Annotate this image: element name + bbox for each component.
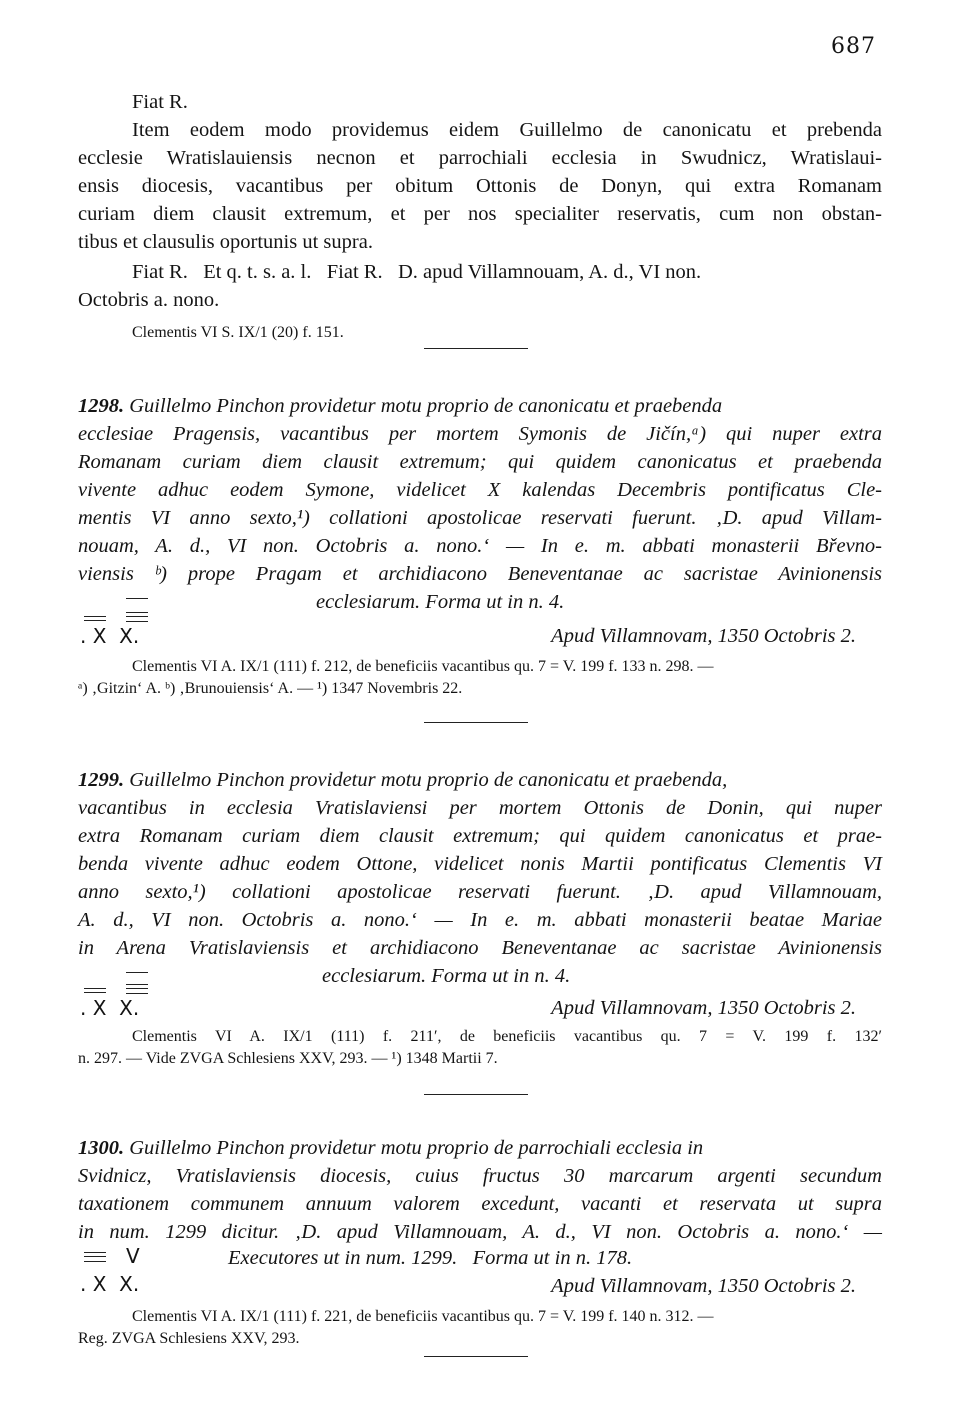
note-line: Reg. ZVGA Schlesiens XXV, 293. bbox=[78, 1330, 300, 1347]
abbreviation-mark bbox=[84, 616, 106, 621]
entry-line: A. d., VI non. Octobris a. nono.‘ — In e. m. abbati monasterii beatae Mariae bbox=[78, 909, 882, 931]
entry-line: ecclesiarum. Forma ut in n. 4. bbox=[316, 591, 565, 613]
entry-line: Romanam curiam diem clausit extremum; qui quidem canonicatus et praebenda bbox=[78, 451, 882, 473]
intro-line: Fiat R. bbox=[132, 91, 188, 113]
entry-line: mentis VI anno sexto,¹) collationi apostolicae reservati fuerunt. ‚D. apud Villam- bbox=[78, 507, 882, 529]
abbreviation-mark bbox=[126, 972, 148, 973]
note-line: Clementis VI A. IX/1 (111) f. 211′, de beneficiis vacantibus qu. 7 = V. 199 f. 132′ bbox=[132, 1028, 882, 1045]
intro-line: ensis diocesis, vacantibus per obitum Ottonis de Donyn, qui extra Romanam bbox=[78, 175, 882, 197]
abbreviation-mark bbox=[84, 1252, 106, 1262]
intro-line: tibus et clausulis oportunis ut supra. bbox=[78, 231, 373, 253]
entry-line: benda vivente adhuc eodem Ottone, videlicet nonis Martii pontificatus Clementis VI bbox=[78, 853, 882, 875]
dated-line: Apud Villamnovam, 1350 Octobris 2. bbox=[551, 997, 856, 1019]
abbreviation-mark bbox=[126, 612, 148, 622]
entry-line: in num. 1299 dicitur. ‚D. apud Villamnouam, A. d., VI non. Octobris a. nono.‘ — bbox=[78, 1221, 882, 1243]
dated-line: Apud Villamnovam, 1350 Octobris 2. bbox=[551, 1275, 856, 1297]
entry-1298-first-line: 1298. Guillelmo Pinchon providetur motu proprio de canonicatu et praebenda bbox=[78, 395, 723, 417]
roman-signature: . X X. bbox=[80, 624, 140, 648]
note-line: Clementis VI A. IX/1 (111) f. 212, de beneficiis vacantibus qu. 7 = V. 199 f. 133 n. 298. — bbox=[132, 658, 714, 675]
section-divider bbox=[424, 348, 528, 349]
executores-line: Executores ut in num. 1299. Forma ut in n. 178. bbox=[228, 1247, 633, 1269]
entry-number: 1298. bbox=[78, 395, 125, 417]
section-divider bbox=[424, 1094, 528, 1095]
abbreviation-mark bbox=[126, 984, 148, 994]
note-line: Clementis VI A. IX/1 (111) f. 221, de beneficiis vacantibus qu. 7 = V. 199 f. 140 n. 312. — bbox=[132, 1308, 714, 1325]
roman-signature-v: V bbox=[126, 1244, 140, 1268]
entry-line: ecclesiae Pragensis, vacantibus per mortem Symonis de Jičín,ᵃ) qui nuper extra bbox=[78, 423, 882, 445]
intro-line: Fiat R. Et q. t. s. a. l. Fiat R. D. apud Villamnouam, A. d., VI non. bbox=[132, 261, 702, 283]
entry-1300-first-line: 1300. Guillelmo Pinchon providetur motu proprio de parrochiali ecclesia in bbox=[78, 1137, 704, 1159]
page-number: 687 bbox=[831, 34, 876, 59]
intro-line: Item eodem modo providemus eidem Guillelmo de canonicatu et prebenda bbox=[132, 119, 882, 141]
entry-1299-first-line: 1299. Guillelmo Pinchon providetur motu proprio de canonicatu et praebenda, bbox=[78, 769, 728, 791]
entry-number: 1300. bbox=[78, 1137, 125, 1159]
abbreviation-mark bbox=[84, 988, 106, 993]
note-line: ᵃ) ‚Gitzin‘ A. ᵇ) ‚Brunouiensis‘ A. — ¹) 1347 Novembris 22. bbox=[78, 680, 463, 697]
entry-line: vacantibus in ecclesia Vratislaviensi per mortem Ottonis de Donin, qui nuper bbox=[78, 797, 882, 819]
intro-line: ecclesie Wratislauiensis necnon et parrochiali ecclesia in Swudnicz, Wratislaui- bbox=[78, 147, 882, 169]
roman-signature: . X X. bbox=[80, 996, 140, 1020]
entry-line: extra Romanam curiam diem clausit extremum; qui quidem canonicatus et prae- bbox=[78, 825, 882, 847]
dated-line: Apud Villamnovam, 1350 Octobris 2. bbox=[551, 625, 856, 647]
entry-line: Svidnicz, Vratislaviensis diocesis, cuius fructus 30 marcarum argenti secundum bbox=[78, 1165, 882, 1187]
entry-line: in Arena Vratislaviensis et archidiacono Beneventanae ac sacristae Avinionensis bbox=[78, 937, 882, 959]
section-divider bbox=[424, 722, 528, 723]
intro-line: Octobris a. nono. bbox=[78, 289, 220, 311]
entry-line: viensis ᵇ) prope Pragam et archidiacono Beneventanae ac sacristae Avinionensis bbox=[78, 563, 882, 585]
entry-number: 1299. bbox=[78, 769, 125, 791]
note-line: n. 297. — Vide ZVGA Schlesiens XXV, 293. — ¹) 1348 Martii 7. bbox=[78, 1050, 498, 1067]
section-divider bbox=[424, 1356, 528, 1357]
intro-line: curiam diem clausit extremum, et per nos specialiter reservatis, cum non obstan- bbox=[78, 203, 882, 225]
entry-line: ecclesiarum. Forma ut in n. 4. bbox=[322, 965, 571, 987]
entry-line: vivente adhuc eodem Symone, videlicet X kalendas Decembris pontificatus Cle- bbox=[78, 479, 882, 501]
abbreviation-mark bbox=[126, 598, 148, 599]
entry-line: nouam, A. d., VI non. Octobris a. nono.‘ — In e. m. abbati monasterii Břevno- bbox=[78, 535, 882, 557]
entry-line: taxationem communem annuum valorem excedunt, vacanti et reservata ut supra bbox=[78, 1193, 882, 1215]
roman-signature: . X X. bbox=[80, 1272, 140, 1296]
entry-line: anno sexto,¹) collationi apostolicae reservati fuerunt. ‚D. apud Villamnouam, bbox=[78, 881, 882, 903]
source-citation: Clementis VI S. IX/1 (20) f. 151. bbox=[132, 324, 344, 341]
